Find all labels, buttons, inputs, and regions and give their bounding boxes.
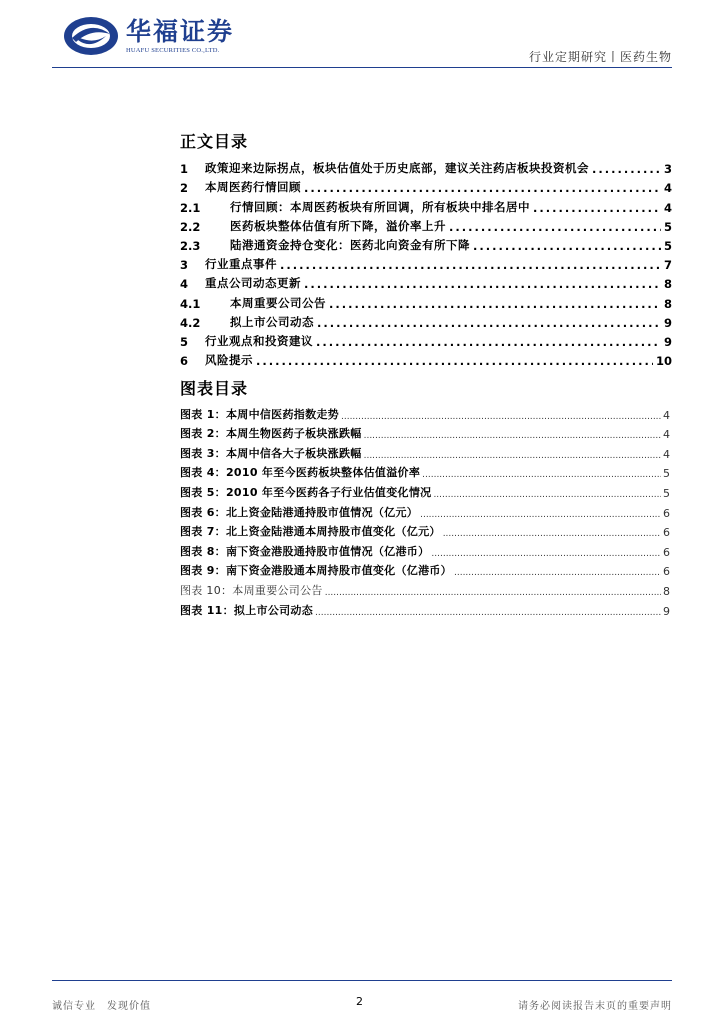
figure-entry-title: 图表 10：本周重要公司公告 (180, 583, 323, 597)
footer-disclaimer: 请务必阅读报告末页的重要声明 (518, 1001, 672, 1012)
figure-leader-dots (315, 608, 661, 618)
figure-entry[interactable] (180, 402, 670, 422)
company-logo (62, 14, 234, 58)
toc-entry[interactable] (180, 349, 672, 368)
huafu-logo-icon (62, 14, 120, 58)
toc-entry-title: 风险提示 (205, 353, 253, 368)
toc-entry-page: 7 (663, 258, 672, 273)
figure-leader-dots (422, 470, 661, 480)
figure-entry-title: 图表 5：2010 年至今医药各子行业估值变化情况 (180, 485, 432, 499)
toc-entry[interactable] (180, 253, 672, 272)
toc-entry[interactable] (180, 291, 672, 310)
figure-entry-page: 9 (663, 604, 670, 618)
figure-entry-title: 图表 1：本周中信医药指数走势 (180, 407, 339, 421)
figure-index-heading: 图表目录 (180, 379, 249, 398)
toc-entry[interactable] (180, 234, 672, 253)
report-category: 行业定期研究丨医药生物 (528, 50, 672, 64)
toc-entry-page: 9 (663, 334, 672, 349)
toc-entry-title: 拟上市公司动态 (230, 314, 314, 329)
toc-entry-page: 3 (663, 162, 672, 177)
toc-leader-dots (592, 162, 661, 176)
figure-entry[interactable] (180, 598, 670, 618)
figure-entry[interactable] (180, 520, 670, 540)
figure-leader-dots (454, 568, 661, 578)
figure-leader-dots (364, 451, 661, 461)
toc-entry-title: 本周重要公司公告 (230, 295, 326, 310)
footer-divider (52, 980, 672, 981)
figure-entry[interactable] (180, 422, 670, 442)
toc-entry[interactable] (180, 195, 672, 214)
toc-entry-page: 8 (663, 296, 672, 311)
toc-entry-page: 8 (663, 277, 672, 292)
toc-leader-dots (316, 335, 661, 349)
toc-entry-title: 本周医药行情回顾 (205, 180, 301, 195)
toc-leader-dots (329, 297, 661, 311)
toc-list (180, 157, 672, 368)
figure-entry-page: 4 (663, 428, 670, 442)
figure-entry-title: 图表 7：北上资金陆港通本周持股市值变化（亿元） (180, 525, 441, 539)
figure-index-list (180, 402, 670, 618)
figure-entry[interactable] (180, 480, 670, 500)
footer-slogan: 诚信专业 发现价值 (52, 1001, 151, 1012)
toc-entry-page: 5 (663, 238, 672, 253)
toc-entry-number: 3 (180, 258, 189, 273)
toc-entry[interactable] (180, 330, 672, 349)
figure-entry-page: 6 (663, 545, 670, 559)
toc-leader-dots (256, 354, 653, 368)
toc-entry-page: 10 (655, 354, 672, 369)
figure-leader-dots (431, 549, 661, 559)
toc-leader-dots (280, 258, 661, 272)
figure-entry-title: 图表 4：2010 年至今医药板块整体估值溢价率 (180, 466, 421, 480)
figure-entry-page: 4 (663, 408, 670, 422)
figure-entry[interactable] (180, 500, 670, 520)
logo-english-name: HUAFU SECURITIES CO.,LTD. (126, 47, 220, 54)
toc-entry[interactable] (180, 157, 672, 176)
toc-entry-number: 2.3 (180, 238, 201, 253)
figure-leader-dots (433, 490, 661, 500)
figure-entry-title: 图表 2：本周生物医药子板块涨跌幅 (180, 427, 362, 441)
figure-entry-page: 6 (663, 506, 670, 520)
toc-entry-page: 4 (663, 181, 672, 196)
toc-entry-page: 9 (663, 315, 672, 330)
toc-entry-number: 6 (180, 354, 189, 369)
toc-entry-title: 行业重点事件 (205, 257, 277, 272)
toc-heading: 正文目录 (180, 132, 249, 151)
figure-leader-dots (443, 529, 661, 539)
toc-entry-number: 4 (180, 277, 189, 292)
toc-entry-title: 重点公司动态更新 (205, 276, 301, 291)
toc-leader-dots (449, 220, 661, 234)
toc-entry-number: 2.1 (180, 200, 201, 215)
figure-entry[interactable] (180, 578, 670, 598)
toc-entry-number: 5 (180, 334, 189, 349)
figure-entry-page: 5 (663, 486, 670, 500)
figure-leader-dots (364, 431, 661, 441)
toc-entry-number: 4.1 (180, 296, 201, 311)
figure-leader-dots (325, 588, 661, 598)
toc-leader-dots (533, 201, 661, 215)
figure-entry-page: 4 (663, 447, 670, 461)
toc-entry[interactable] (180, 215, 672, 234)
figure-entry-title: 图表 3：本周中信各大子板块涨跌幅 (180, 446, 362, 460)
figure-entry[interactable] (180, 539, 670, 559)
figure-entry-page: 6 (663, 526, 670, 540)
toc-leader-dots (304, 277, 661, 291)
figure-entry-title: 图表 9：南下资金港股通本周持股市值变化（亿港币） (180, 564, 452, 578)
toc-entry-title: 行情回顾：本周医药板块有所回调，所有板块中排名居中 (230, 199, 530, 214)
figure-entry-title: 图表 8：南下资金港股通持股市值情况（亿港币） (180, 544, 430, 558)
figure-entry[interactable] (180, 461, 670, 481)
toc-leader-dots (473, 239, 661, 253)
figure-entry-title: 图表 11：拟上市公司动态 (180, 603, 314, 617)
toc-entry-title: 医药板块整体估值有所下降，溢价率上升 (230, 218, 446, 233)
logo-chinese-name: 华福证券 (126, 17, 235, 46)
toc-entry-number: 1 (180, 162, 189, 177)
toc-leader-dots (317, 316, 661, 330)
toc-entry-page: 4 (663, 200, 672, 215)
figure-entry-title: 图表 6：北上资金陆港通持股市值情况（亿元） (180, 505, 419, 519)
figure-entry[interactable] (180, 559, 670, 579)
figure-entry-page: 5 (663, 467, 670, 481)
toc-entry-page: 5 (663, 219, 672, 234)
figure-entry-page: 6 (663, 565, 670, 579)
toc-entry[interactable] (180, 176, 672, 195)
toc-entry[interactable] (180, 272, 672, 291)
toc-entry-number: 2 (180, 181, 189, 196)
toc-entry-title: 陆港通资金持仓变化：医药北向资金有所下降 (230, 237, 470, 252)
toc-entry-title: 行业观点和投资建议 (205, 333, 313, 348)
figure-leader-dots (341, 412, 661, 422)
toc-entry-number: 4.2 (180, 315, 201, 330)
page-number: 2 (356, 995, 363, 1008)
figure-entry-page: 8 (663, 584, 670, 598)
figure-entry[interactable] (180, 441, 670, 461)
header-divider (52, 67, 672, 68)
toc-leader-dots (304, 181, 661, 195)
figure-leader-dots (420, 510, 661, 520)
toc-entry-title: 政策迎来边际拐点，板块估值处于历史底部，建议关注药店板块投资机会 (205, 161, 589, 176)
toc-entry-number: 2.2 (180, 219, 201, 234)
toc-entry[interactable] (180, 311, 672, 330)
